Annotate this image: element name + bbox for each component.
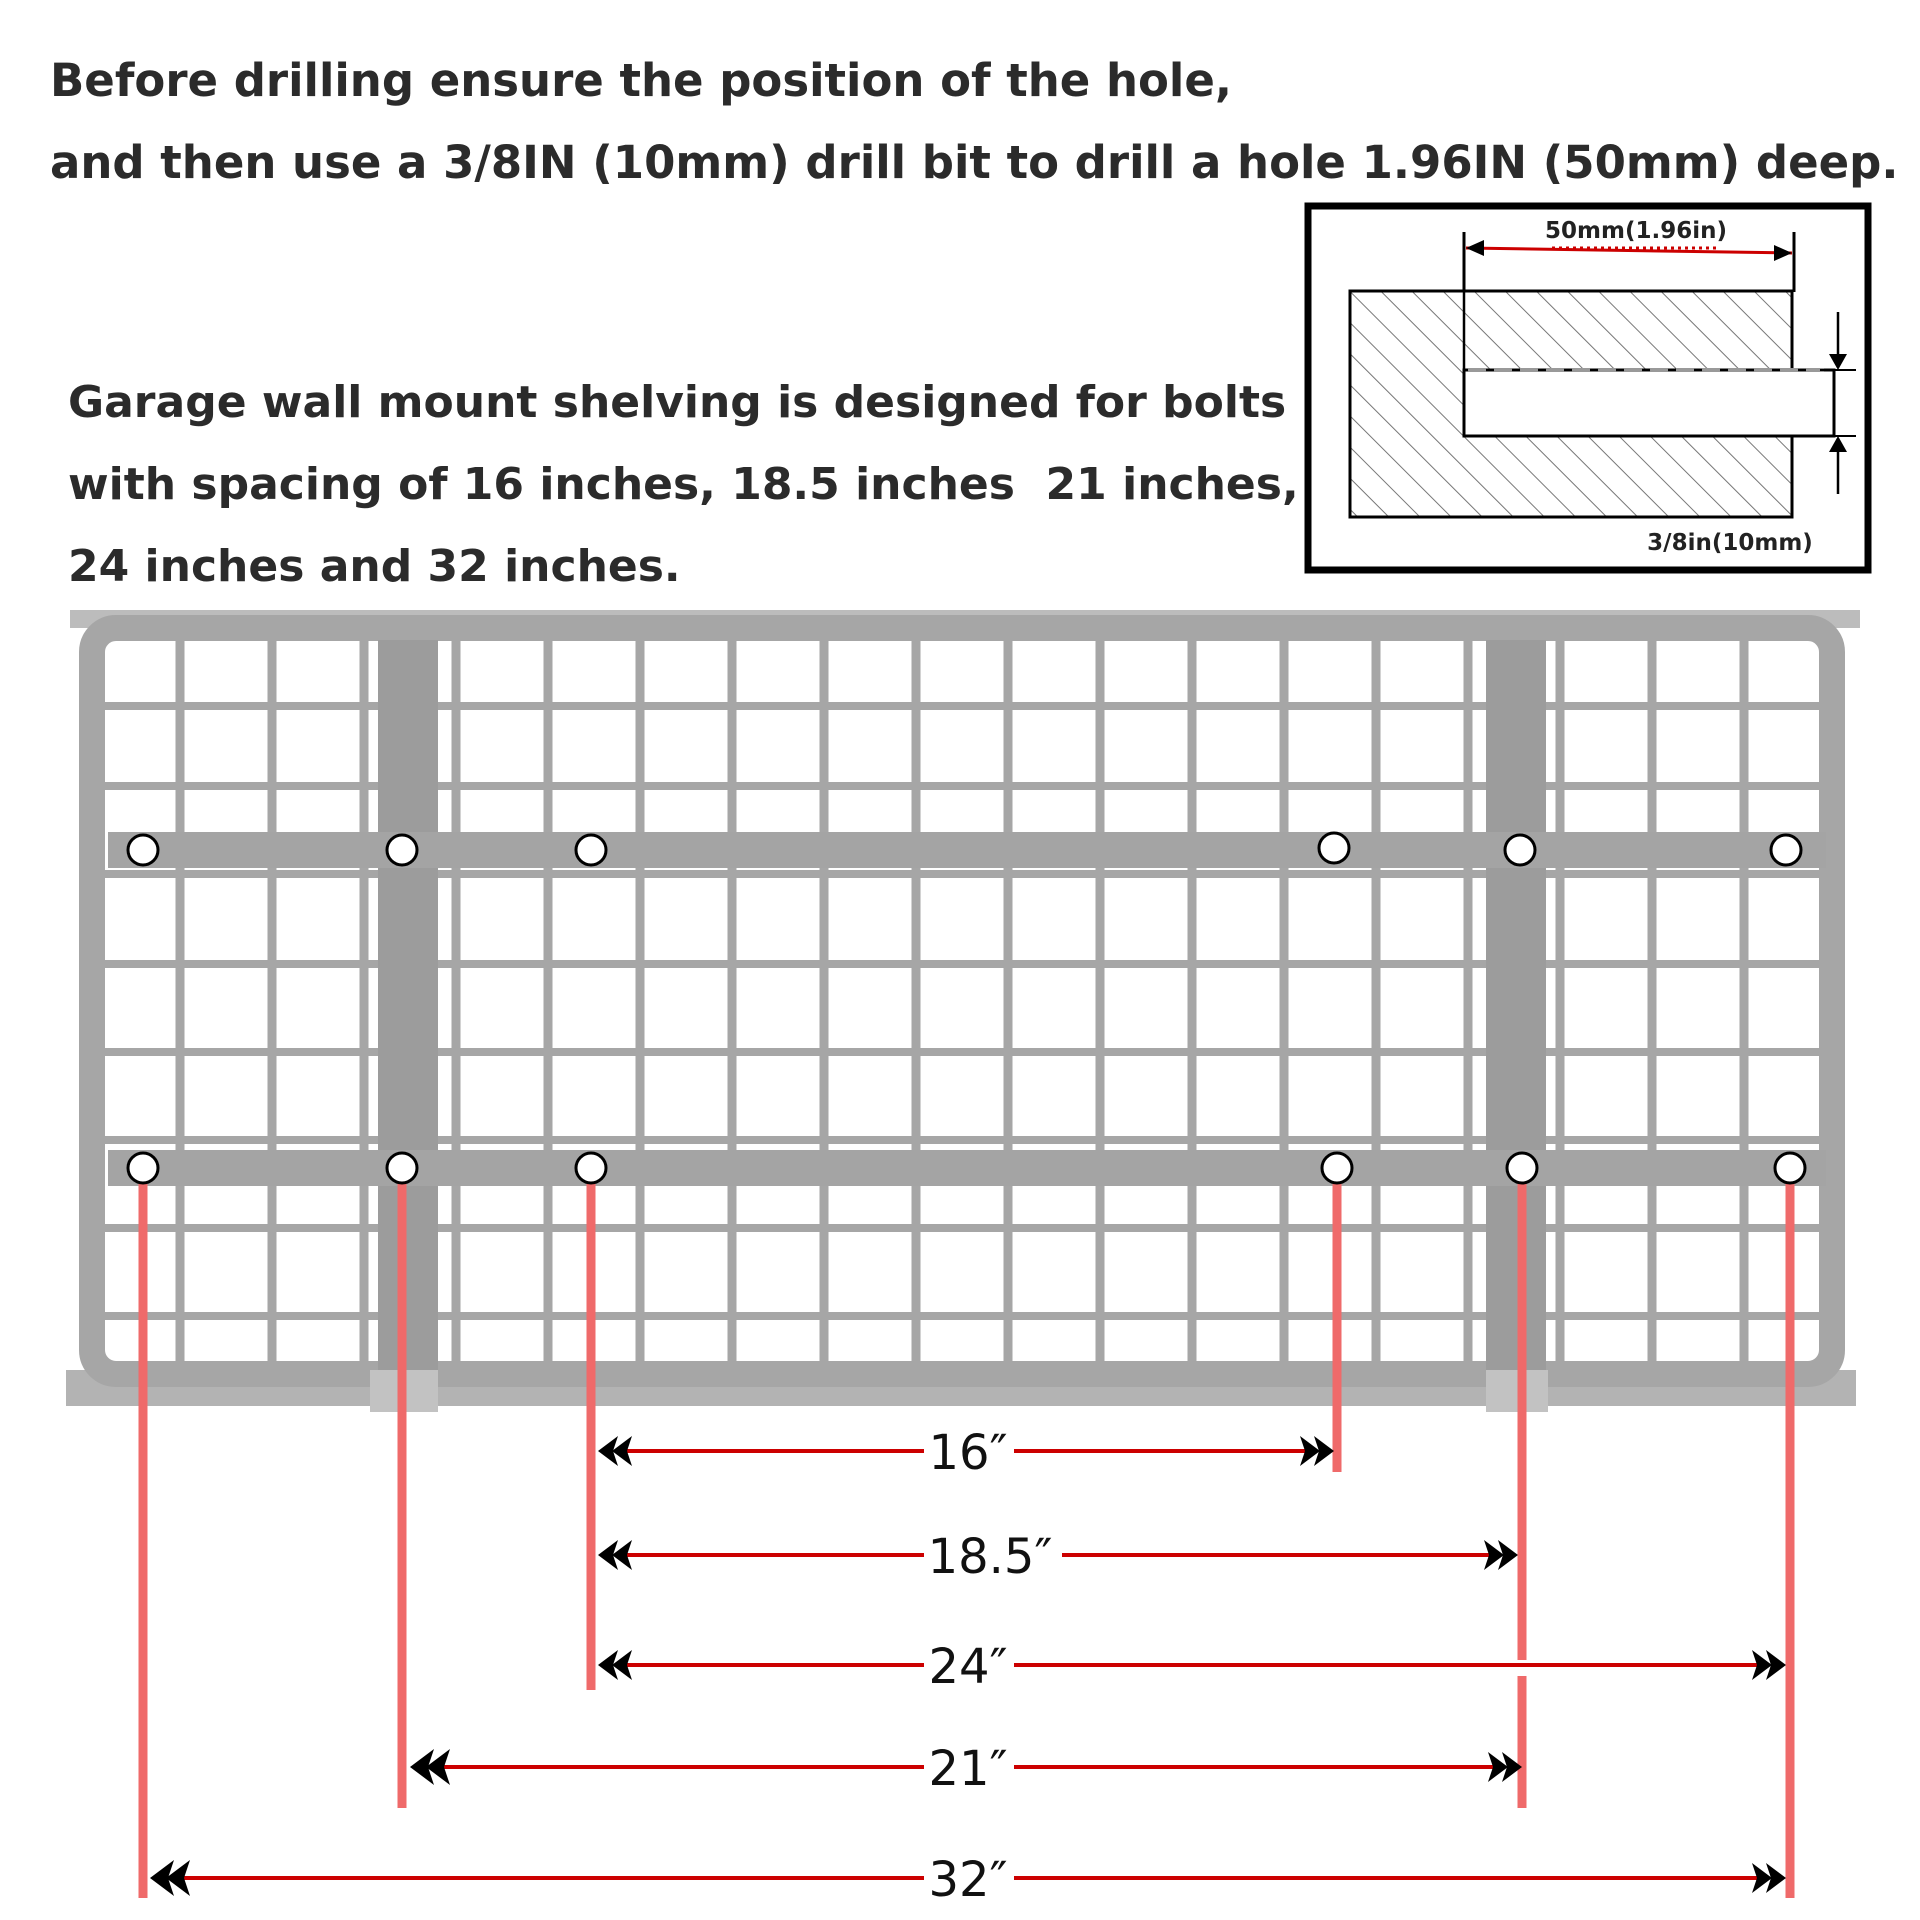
lower-mount-bar <box>108 1150 1826 1186</box>
bolt-hole <box>128 835 158 865</box>
spacing-note-line-1: Garage wall mount shelving is designed for bolts <box>68 377 1287 428</box>
bolt-hole <box>1771 835 1801 865</box>
dimension-32 <box>150 1852 1786 1908</box>
bolt-hole <box>387 1153 417 1183</box>
drill-depth-diagram <box>1308 206 1868 570</box>
depth-label: 50mm(1.96in) <box>1545 218 1727 244</box>
dimension-label-21: 21″ <box>928 1741 1008 1797</box>
spacing-note-line-2: with spacing of 16 inches, 18.5 inches 21 inches, <box>68 459 1299 510</box>
bolt-hole <box>128 1153 158 1183</box>
upper-mount-bar <box>108 832 1826 868</box>
dimension-24 <box>598 1639 1786 1695</box>
bolt-hole <box>1775 1153 1805 1183</box>
bolt-hole <box>1505 835 1535 865</box>
wire-shelf <box>66 610 1860 1412</box>
dimension-label-32: 32″ <box>928 1852 1008 1908</box>
dimension-16 <box>598 1425 1334 1481</box>
right-bracket-foot <box>1486 1370 1548 1412</box>
instruction-line-2: and then use a 3/8IN (10mm) drill bit to drill a hole 1.96IN (50mm) deep. <box>50 136 1899 189</box>
bolt-hole <box>1322 1153 1352 1183</box>
dimension-label-16: 16″ <box>928 1425 1008 1481</box>
left-bracket <box>378 640 438 1370</box>
right-bracket <box>1486 640 1546 1370</box>
drilled-hole <box>1464 370 1834 436</box>
instruction-line-1: Before drilling ensure the position of the hole, <box>50 54 1232 107</box>
spacing-note-line-3: 24 inches and 32 inches. <box>68 541 681 592</box>
dimension-21 <box>410 1741 1522 1797</box>
bolt-hole <box>1507 1153 1537 1183</box>
diameter-label: 3/8in(10mm) <box>1647 530 1813 556</box>
bolt-hole <box>576 835 606 865</box>
shelf-grid <box>96 632 1828 1370</box>
bolt-hole <box>576 1153 606 1183</box>
bolt-hole <box>1319 833 1349 863</box>
bolt-hole <box>387 835 417 865</box>
dimension-label-24: 24″ <box>928 1639 1008 1695</box>
dimension-label-18-5: 18.5″ <box>927 1529 1053 1585</box>
shelf-frame <box>92 628 1832 1374</box>
dimension-18-5 <box>598 1529 1518 1585</box>
